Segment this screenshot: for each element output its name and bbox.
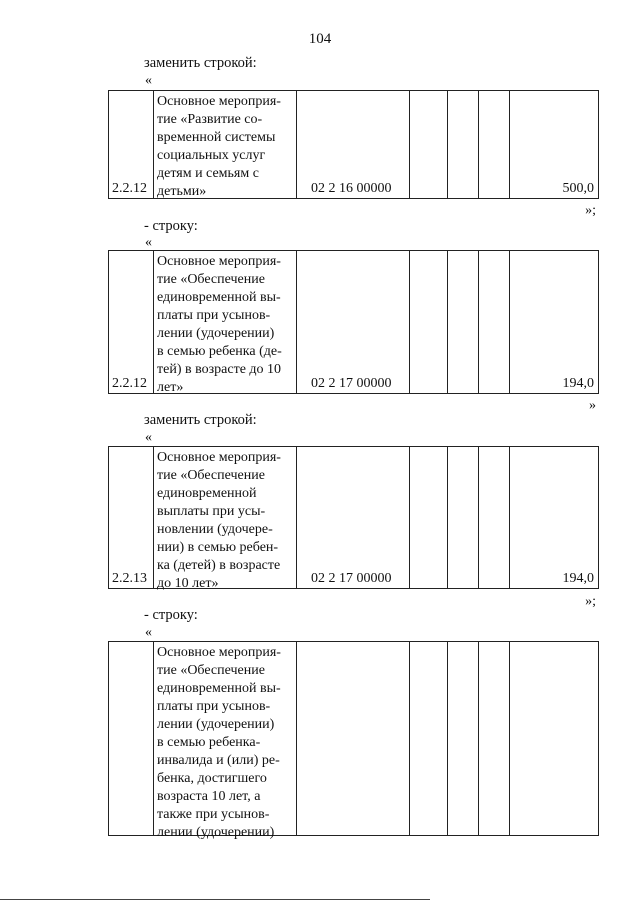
amount-cell <box>509 91 598 198</box>
page-number: 104 <box>308 31 332 47</box>
empty-cell <box>447 447 478 588</box>
row-description: Основное мероприя- тие «Обеспечение единовременной вы- платы при усынов- лении (удочерении) в семью ребенка (де- тей) в возрасте до 10 лет» <box>157 254 282 395</box>
row-number: 2.2.13 <box>112 571 147 586</box>
row-description: Основное мероприя- тие «Обеспечение единовременной выплаты при усы- новлении (удочере- нии) в семью ребен- ка (детей) в возрасте до 10 лет» <box>157 450 281 591</box>
closing-quote: » <box>589 398 596 413</box>
closing-quote: »; <box>585 203 596 218</box>
row-number-cell <box>109 91 153 198</box>
description-cell <box>153 91 296 198</box>
opening-quote: « <box>145 625 152 640</box>
code-cell <box>296 251 409 393</box>
instruction-label: заменить строкой: <box>144 412 257 428</box>
empty-cell <box>409 642 447 835</box>
budget-code: 02 2 17 00000 <box>311 376 392 391</box>
amount-value: 194,0 <box>562 376 594 391</box>
row-number-cell <box>109 251 153 393</box>
instruction-label: - строку: <box>144 218 198 234</box>
row-number: 2.2.12 <box>112 181 147 196</box>
empty-cell <box>478 447 509 588</box>
closing-quote: »; <box>585 594 596 609</box>
row-number-cell <box>109 642 153 835</box>
code-cell <box>296 91 409 198</box>
empty-cell <box>409 447 447 588</box>
table-row <box>108 250 599 394</box>
opening-quote: « <box>145 430 152 445</box>
empty-cell <box>478 251 509 393</box>
description-cell <box>153 447 296 591</box>
amount-cell <box>509 251 598 393</box>
code-cell <box>296 447 409 588</box>
row-number: 2.2.12 <box>112 376 147 391</box>
amount-value: 500,0 <box>562 181 594 196</box>
row-description: Основное мероприя- тие «Развитие со- временной системы социальных услуг детям и семьям с детьми» <box>157 94 281 199</box>
opening-quote: « <box>145 73 152 88</box>
instruction-label: заменить строкой: <box>144 55 257 71</box>
empty-cell <box>447 251 478 393</box>
opening-quote: « <box>145 235 152 250</box>
description-cell <box>153 642 296 840</box>
empty-cell <box>478 642 509 835</box>
description-cell <box>153 251 296 393</box>
empty-cell <box>409 251 447 393</box>
budget-code: 02 2 16 00000 <box>311 181 392 196</box>
amount-value: 194,0 <box>562 571 594 586</box>
amount-cell <box>509 642 598 835</box>
budget-code: 02 2 17 00000 <box>311 571 392 586</box>
empty-cell <box>447 642 478 835</box>
code-cell <box>296 642 409 835</box>
footer-rule <box>0 899 430 900</box>
instruction-label: - строку: <box>144 607 198 623</box>
amount-cell <box>509 447 598 588</box>
table-row <box>108 90 599 199</box>
empty-cell <box>409 91 447 198</box>
table-row <box>108 446 599 589</box>
empty-cell <box>447 91 478 198</box>
table-row <box>108 641 599 840</box>
empty-cell <box>478 91 509 198</box>
row-description: Основное мероприя- тие «Обеспечение единовременной вы- платы при усынов- лении (удочерении) в семью ребенка- инвалида и (или) ре- бенка, достигшего возраста 10 лет, а также при усынов- лении (удочерении) <box>157 645 281 840</box>
row-number-cell <box>109 447 153 588</box>
